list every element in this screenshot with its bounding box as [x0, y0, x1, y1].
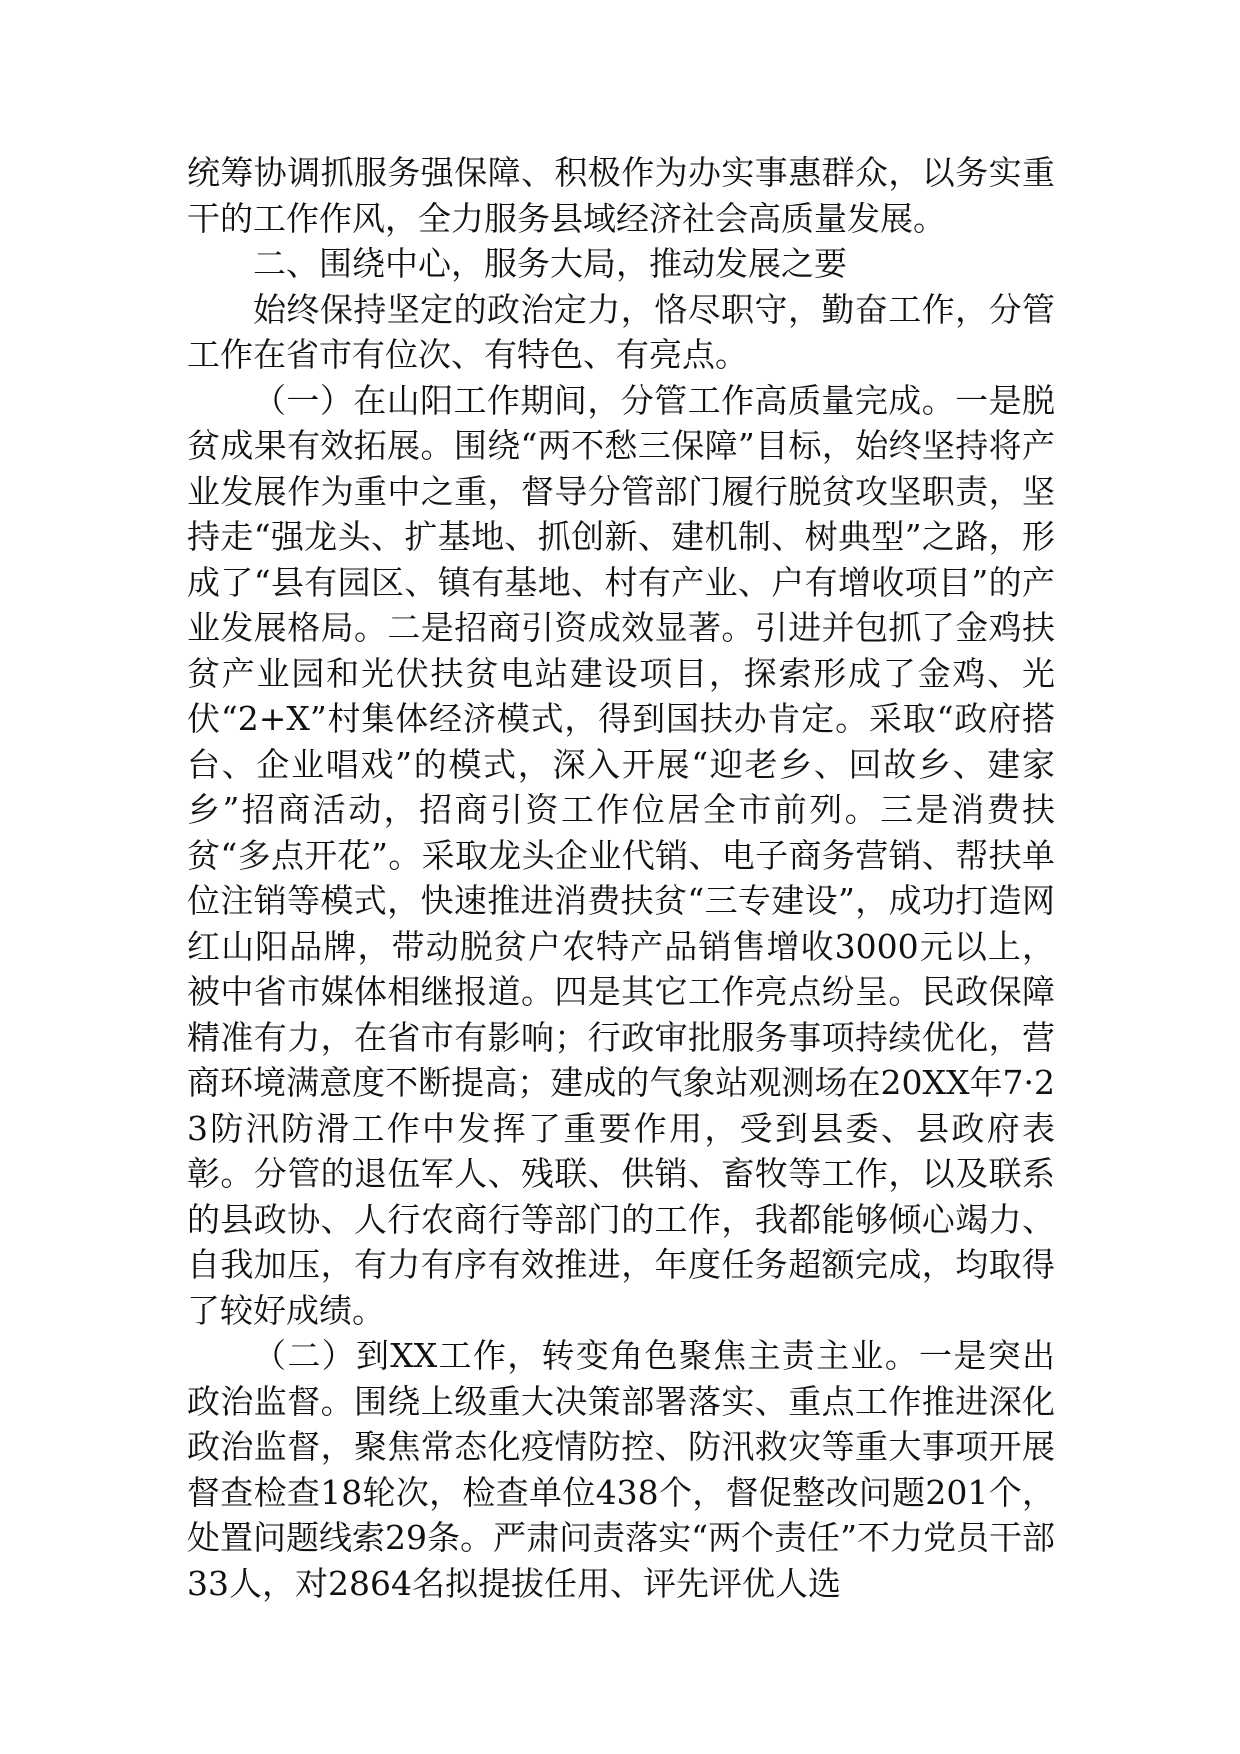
paragraph-3: 始终保持坚定的政治定力，恪尽职守，勤奋工作，分管工作在省市有位次、有特色、有亮点。: [187, 289, 1055, 374]
paragraph-1: 统筹协调抓服务强保障、积极作为办实事惠群众，以务实重干的工作作风，全力服务县域经济社会高质量发展。: [187, 153, 1055, 238]
document-body: [187, 150, 1055, 1606]
paragraph-5: （二）到XX工作，转变角色聚焦主责主业。一是突出政治监督。围绕上级重大决策部署落实、重点工作推进深化政治监督，聚焦常态化疫情防控、防汛救灾等重大事项开展督查检查18轮次，检查单位438个，督促整改问题201个，处置问题线索29条。严肃问责落实“两个责任”不力党员干部33人，对2864名拟提拔任用、评先评优人选: [187, 1336, 1055, 1603]
section-heading: 二、围绕中心，服务大局，推动发展之要: [253, 244, 847, 283]
paragraph-4: （一）在山阳工作期间，分管工作高质量完成。一是脱贫成果有效拓展。围绕“两不愁三保障”目标，始终坚持将产业发展作为重中之重，督导分管部门履行脱贫攻坚职责，坚持走“强龙头、扩基地、抓创新、建机制、树典型”之路，形成了“县有园区、镇有基地、村有产业、户有增收项目”的产业发展格局。二是招商引资成效显著。引进并包抓了金鸡扶贫产业园和光伏扶贫电站建设项目，探索形成了金鸡、光伏“2+X”村集体经济模式，得到国扶办肯定。采取“政府搭台、企业唱戏”的模式，深入开展“迎老乡、回故乡、建家乡”招商活动，招商引资工作位居全市前列。三是消费扶贫“多点开花”。采取龙头企业代销、电子商务营销、帮扶单位注销等模式，快速推进消费扶贫“三专建设”，成功打造网红山阳品牌，带动脱贫户农特产品销售增收3000元以上，被中省市媒体相继报道。四是其它工作亮点纷呈。民政保障精准有力，在省市有影响；行政审批服务事项持续优化，营商环境满意度不断提高；建成的气象站观测场在20XX年7·23防汛防滑工作中发挥了重要作用，受到县委、县政府表彰。分管的退伍军人、残联、供销、畜牧等工作，以及联系的县政协、人行农商行等部门的工作，我都能够倾心竭力、自我加压，有力有序有效推进，年度任务超额完成，均取得了较好成绩。: [187, 380, 1055, 1330]
